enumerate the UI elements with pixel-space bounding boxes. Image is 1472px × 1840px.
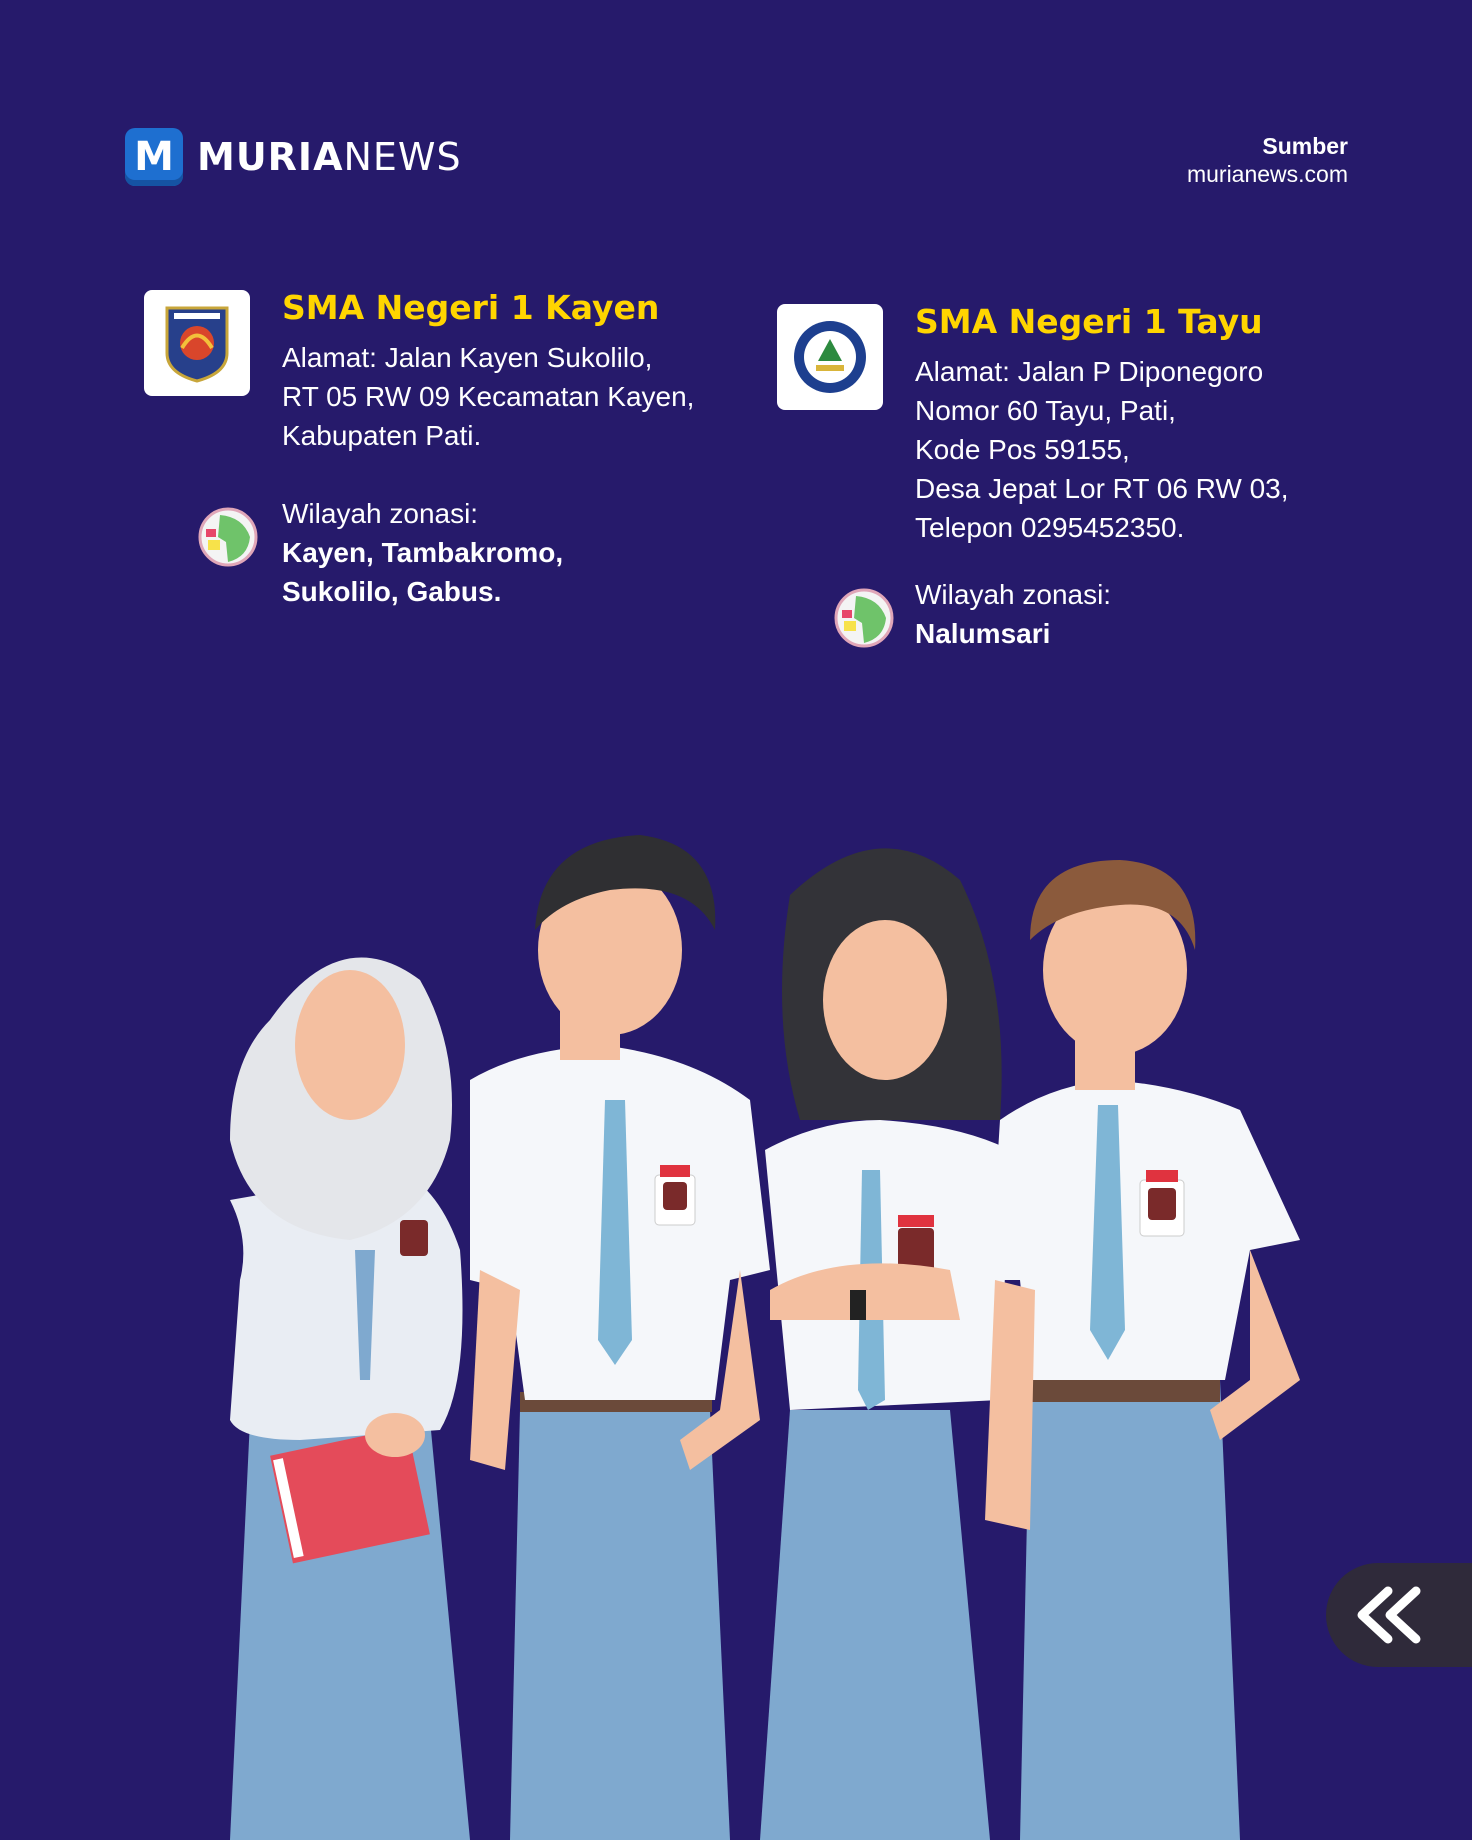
back-button[interactable] [1326,1563,1472,1667]
brand-name [197,135,462,179]
student-girl-middle [760,848,1010,1840]
school-address [282,338,694,455]
source-block [1187,132,1348,188]
address-line: Telepon 0295452350. [915,512,1185,543]
school-title: SMA Negeri 1 Tayu [915,302,1263,341]
zone-label: Wilayah zonasi: [915,579,1112,610]
address-line: RT 05 RW 09 Kecamatan Kayen, [282,381,695,412]
murianews-logo-icon: M [125,128,183,186]
zone-line: Kayen, Tambakromo, [282,537,564,568]
student-boy-right [985,860,1300,1840]
brand-logo-group [125,128,462,186]
source-url: murianews.com [1186,161,1348,187]
double-chevron-left-icon [1354,1585,1424,1645]
address-line: Nomor 60 Tayu, Pati, [915,395,1176,426]
school-logo-kayen [144,290,250,396]
brand-name-bold: MURIA [197,135,344,179]
student-boy-left [470,835,770,1840]
address-line: Alamat: Jalan P Diponegoro [915,356,1264,387]
school-address [915,352,1289,547]
address-line: Desa Jepat Lor RT 06 RW 03, [915,473,1289,504]
address-line: Kabupaten Pati. [282,420,482,451]
zone-value [282,533,563,611]
school-title: SMA Negeri 1 Kayen [282,288,660,327]
school-crest-icon [162,303,232,383]
address-line: Kode Pos 59155, [915,434,1130,465]
zone-value [915,614,1050,653]
map-zone-icon [198,507,258,567]
zone-line: Nalumsari [915,618,1051,649]
zone-label: Wilayah zonasi: [282,498,479,529]
student-hijab-girl [230,958,470,1840]
school-logo-tayu [777,304,883,410]
map-zone-icon [834,588,894,648]
brand-name-light: NEWS [343,135,462,179]
zone-line: Sukolilo, Gabus. [282,576,502,607]
school-crest-icon [790,317,870,397]
source-label: Sumber [1262,133,1348,159]
address-line: Alamat: Jalan Kayen Sukolilo, [282,342,653,373]
students-illustration [0,820,1472,1840]
